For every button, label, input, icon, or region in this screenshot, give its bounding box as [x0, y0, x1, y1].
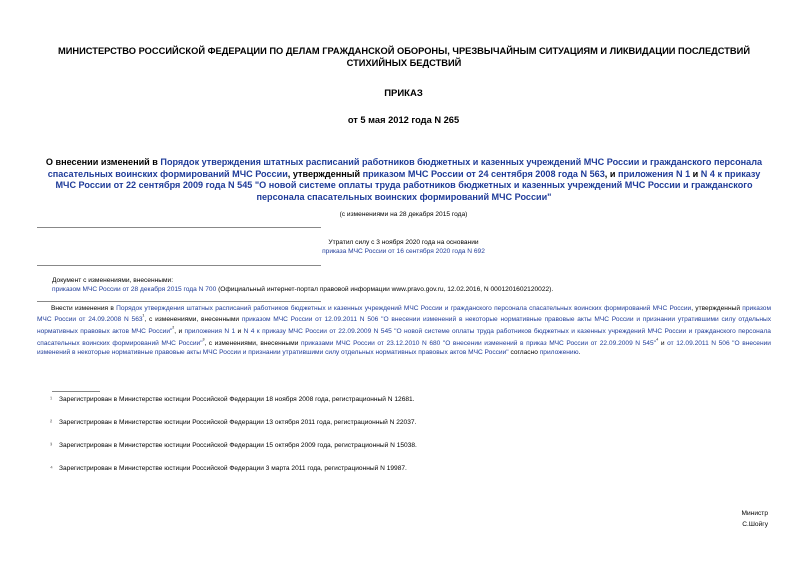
signature-name: С.Шойгу — [742, 520, 768, 528]
title-text-1: О внесении изменений в — [45, 157, 161, 167]
footnote-1 — [50, 396, 750, 403]
body-text-7: и — [658, 339, 668, 347]
footnote-mark-3: ³ — [50, 442, 53, 449]
signature-block — [700, 509, 768, 530]
body-link-order-680[interactable]: приказами МЧС России от 23.12.2010 N 680 "О внесении изменений в приказ МЧС России от 22.09.2009 N 545" — [300, 339, 656, 347]
footnote-ref-3[interactable]: ³ — [202, 337, 205, 344]
title-link-procedure[interactable]: Порядок утверждения штатных расписаний работников бюджетных и казенных учреждений МЧС России и гражданского персонала спасательных воинских формирований МЧС России — [47, 157, 763, 179]
footnote-4 — [50, 465, 750, 472]
footnote-mark-2: ² — [50, 419, 53, 426]
document-changes — [52, 276, 752, 295]
ministry-name: МИНИСТЕРСТВО РОССИЙСКОЙ ФЕДЕРАЦИИ ПО ДЕЛАМ ГРАЖДАНСКОЙ ОБОРОНЫ, ЧРЕЗВЫЧАЙНЫМ СИТУАЦИЯМ И ЛИКВИДАЦИИ ПОСЛЕДСТВИЙ СТИХИЙНЫХ БЕДСТВИЙ — [57, 46, 751, 68]
body-link-procedure[interactable]: Порядок утверждения штатных расписаний работников бюджетных и казенных учреждений МЧС России и гражданского персонала спасательных воинских формирований МЧС России — [116, 305, 692, 312]
voided-notice — [300, 238, 507, 257]
voided-text: Утратил силу с 3 ноября 2020 года на основании — [328, 239, 479, 246]
document-changes-link[interactable]: приказом МЧС России от 28 декабря 2015 года N 700 — [52, 286, 217, 294]
body-link-order-563[interactable]: приказом МЧС России от 24.09.2008 N 563 — [37, 305, 771, 324]
footnote-text-4: Зарегистрирован в Министерстве юстиции Российской Федерации 3 марта 2011 года, регистрационный N 19987. — [59, 465, 407, 472]
footnote-mark-1: ¹ — [50, 396, 53, 403]
title-text-3: , и — [604, 168, 618, 179]
body-text-6: , с изменениями, внесенными — [204, 339, 301, 347]
body-text-3: , с изменениями, внесенными — [144, 316, 242, 324]
footnote-text-3: Зарегистрирован в Министерстве юстиции Российской Федерации 15 октября 2009 года, регистрационный N 15038. — [59, 442, 417, 449]
body-link-appendix[interactable]: приложению — [539, 349, 579, 357]
title-link-appendix-1[interactable]: приложения N 1 — [617, 168, 691, 179]
footnote-ref-4[interactable]: ⁴ — [655, 337, 659, 344]
signature-position: Министр — [741, 510, 768, 517]
document-changes-source: (Официальный интернет-портал правовой информации www.pravo.gov.ru, 12.02.2016, N 0001201602120022). — [216, 286, 554, 294]
footnote-mark-4: ⁴ — [50, 465, 53, 472]
document-changes-line — [52, 285, 752, 294]
footnote-ref-1[interactable]: ¹ — [142, 314, 145, 321]
divider-1 — [37, 227, 321, 228]
title-link-appendix-4[interactable]: N 4 к приказу МЧС России от 22 сентября 2009 года N 545 "О новой системе оплаты труда работников бюджетных и казенных учреждений МЧС России и гражданского персонала спасательных воинских формирований МЧС России" — [55, 168, 761, 202]
divider-2 — [37, 265, 321, 266]
body-text-5: и — [235, 328, 244, 336]
order-paragraph — [37, 304, 771, 358]
body-text-9: . — [578, 349, 581, 357]
body-link-order-506-b[interactable]: от 12.09.2011 N 506 "О внесении изменений в некоторые нормативные правовые акты МЧС России и признании утратившими силу отдельных нормативных правовых актов МЧС России" — [37, 339, 771, 357]
body-link-appendix-4[interactable]: N 4 к приказу МЧС России от 22.09.2009 N 545 "О новой системе оплаты труда работников бюджетных и казенных учреждений МЧС России и гражданского персонала спасательных воинских формирований МЧС России" — [37, 328, 771, 347]
body-text-2: , утвержденный — [691, 305, 743, 312]
title-text-2: , утвержденный — [287, 168, 363, 179]
body-link-order-506[interactable]: приказом МЧС России от 12.09.2011 N 506 "О внесении изменений в некоторые нормативные правовые акты МЧС России и признании утратившими силу отдельных нормативных правовых актов МЧС России" — [37, 316, 771, 336]
body-text-4: , и — [174, 328, 185, 336]
footnote-text-2: Зарегистрирован в Министерстве юстиции Российской Федерации 13 октября 2011 года, регистрационный N 22037. — [59, 419, 417, 426]
footnote-ref-2[interactable]: ² — [172, 326, 175, 332]
body-text-8: согласно — [508, 349, 540, 357]
document-changes-label: Документ с изменениями, внесенными: — [52, 277, 174, 284]
document-title — [40, 157, 768, 203]
editions-note: (с изменениями на 28 декабря 2015 года) — [339, 211, 468, 218]
body-link-appendix-1[interactable]: приложения N 1 — [184, 328, 236, 336]
body-text-1: Внести изменения в — [51, 305, 117, 312]
footnote-3 — [50, 442, 750, 449]
title-text-4: и — [690, 168, 701, 179]
voided-order-link[interactable]: приказа МЧС России от 16 сентября 2020 года N 692 — [322, 248, 485, 256]
document-date-number: от 5 мая 2012 года N 265 — [347, 115, 460, 125]
document-type: ПРИКАЗ — [384, 88, 423, 99]
divider-3 — [37, 301, 321, 302]
footnote-text-1: Зарегистрирован в Министерстве юстиции Российской Федерации 18 ноября 2008 года, регистрационный N 12681. — [59, 396, 415, 403]
footnotes-separator — [52, 391, 100, 392]
footnote-2 — [50, 419, 750, 426]
title-link-order-563[interactable]: приказом МЧС России от 24 сентября 2008 года N 563 — [362, 168, 605, 179]
